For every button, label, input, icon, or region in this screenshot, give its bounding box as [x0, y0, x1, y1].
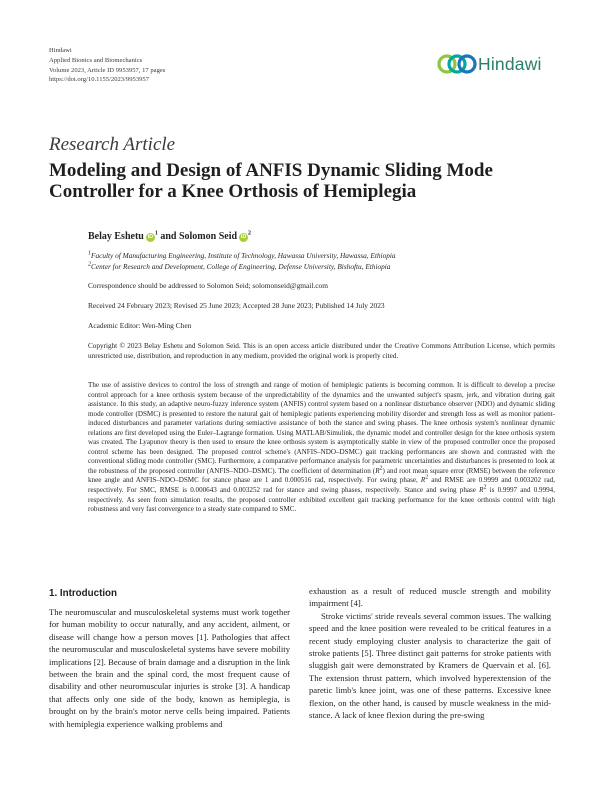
- affiliation-marker: 1: [154, 230, 158, 237]
- author-list: [88, 231, 251, 242]
- affiliation-1: [88, 251, 558, 261]
- volume-info: Volume 2023, Article ID 9953957, 17 pages: [49, 66, 166, 74]
- abstract: [88, 381, 555, 515]
- abstract-text: is 0.9997 and 0.9994, respectively. As seen from simulation results, the proposed controller exhibited excellent gait tracking performance for the knee orthosis control with high robustness and very fast convergence to a steady state compared to SMC.: [88, 486, 556, 514]
- logo-text: Hindawi: [478, 54, 542, 74]
- orcid-icon[interactable]: iD: [147, 234, 154, 240]
- author-name[interactable]: Solomon Seid: [178, 231, 238, 242]
- copyright-notice: Copyright © 2023 Belay Eshetu and Solomon Seid. This is an open access article distributed under the Creative Commons Attribution License, which permits unrestricted use, distribution, and reproduction in any medium, provided the original work is properly cited.: [88, 342, 555, 360]
- author-connector: and: [157, 231, 179, 242]
- r-superscript: 2: [425, 475, 429, 482]
- correspondence: Correspondence should be addressed to Solomon Seid; solomonseid@gmail.com: [88, 281, 328, 290]
- affiliation-text: Center for Research and Development, College of Engineering, Defense University, Bishoftu, Ethiopia: [91, 262, 391, 271]
- body-paragraph: Stroke victims' stride reveals several common issues. The walking speed and the knee position were revealed to be critical features in a recent study employing cluster analysis to characterize the gait of stroke patients [5]. Three distinct gait patterns for stroke patients with sluggish gait were demonstrated by Kramers de Quervain et al. [6]. The extension thrust pattern, which involved hyperextension of the paretic limb's knee joint, was one of these patterns. Excessive knee flexion, on the other hand, is caused by muscle weakness in the mid-stance. A lack of knee flexion during the pre-swing: [309, 610, 551, 721]
- affiliation-number: 1: [88, 250, 91, 257]
- publication-dates: Received 24 February 2023; Revised 25 June 2023; Accepted 28 June 2023; Published 14 July 2023: [88, 301, 385, 310]
- section-heading: 1. Introduction: [49, 588, 118, 599]
- body-column-left: [49, 606, 290, 730]
- orcid-icon[interactable]: iD: [240, 234, 247, 240]
- article-type: Research Article: [49, 134, 176, 155]
- body-paragraph: The neuromuscular and musculoskeletal systems must work together for human mobility to occur naturally, and any accident, ailment, or disease will change how a person moves [1]. Pathologies that affect the neuromuscular and musculoskeletal systems have severe mobility implications [2]. Because of brain damage and a disruption in the link between the brain and the spinal cord, the most frequent cause of disability and other neuromuscular injuries is stroke [3]. A handicap that affects only one side of the body, known as hemiplegia, is brought on by the brain's motor nerve cells being impaired. Patients with hemiplegia experience walking problems and: [49, 607, 290, 729]
- body-paragraph: exhaustion as a result of reduced muscle strength and mobility impairment [4].: [309, 586, 551, 609]
- r-symbol: R: [420, 476, 426, 485]
- journal-meta: [49, 46, 165, 85]
- author-name[interactable]: Belay Eshetu: [88, 231, 144, 242]
- affiliation-2: [88, 262, 558, 272]
- abstract-text: ) and root mean square error (RMSE) between the reference knee angle and ANFIS–NDO–DSMC for stance phase are 1 and 0.000516 rad, respectively. For swing phase,: [88, 466, 555, 485]
- journal-name: Applied Bionics and Biomechanics: [49, 56, 143, 64]
- abstract-text: and RMSE are 0.9999 and 0.003202 rad, respectively. For SMC, RMSE is 0.000643 and 0.003252 rad for stance and swing phases, respectively. Stance and swing phase: [88, 476, 555, 495]
- r-symbol: R: [479, 486, 484, 495]
- publisher-name: Hindawi: [49, 47, 72, 54]
- body-column-right: [309, 585, 551, 721]
- doi-link[interactable]: https://doi.org/10.1155/2023/9953957: [49, 76, 150, 84]
- affiliation-number: 2: [88, 261, 91, 268]
- affiliation-marker: 2: [248, 230, 252, 237]
- academic-editor: Academic Editor: Wen-Ming Chen: [88, 321, 192, 330]
- r-symbol: R: [375, 466, 380, 475]
- r-superscript: 2: [483, 484, 487, 491]
- article-title: Modeling and Design of ANFIS Dynamic Sliding Mode Controller for a Knee Orthosis of Hemiplegia: [49, 160, 493, 202]
- affiliation-text: Faculty of Manufacturing Engineering, Institute of Technology, Hawassa University, Hawassa, Ethiopia: [91, 251, 396, 260]
- r-superscript: 2: [379, 465, 383, 472]
- abstract-text: The use of assistive devices to control the loss of strength and range of motion of hemiplegic patients is becoming common. It is difficult to develop a precise control approach for a knee orthosis system because of the unpredictability of the dynamics and the unwanted subject's spasm, jerk, and vibration during gait assistance. In this study, an adaptive neuro-fuzzy inference system (ANFIS) control system based on a nonlinear disturbance observer (NDO) and dynamic sliding mode controller (DSMC) is presented to restore the natural gait of hemiplegic patients experiencing mobility disorder and strength loss as well as monitor patient-induced disturbances and parameter variations during semiactive assistance of both the stance and swing phases. The knee orthosis system's nonlinear dynamic relations are first developed using the Euler–Lagrange formation. Using MATLAB/Simulink, the dynamic model and controller design for the knee orthosis system was created. The Lyapunov theory is then used to ensure the knee orthosis system is asymptotically stable in view of the proposed controller once the proposed control scheme has been designed. The proposed control scheme's (ANFIS–NDO–DSMC) gait tracking performances are shown and contrasted with the conventional sliding mode controller (SMC). Furthermore, a comparative performance analysis for parametric uncertainties and disturbances is presented to look at the robustness of the proposed controller (ANFIS–NDO–DSMC). The coefficient of determination (: [88, 381, 555, 475]
